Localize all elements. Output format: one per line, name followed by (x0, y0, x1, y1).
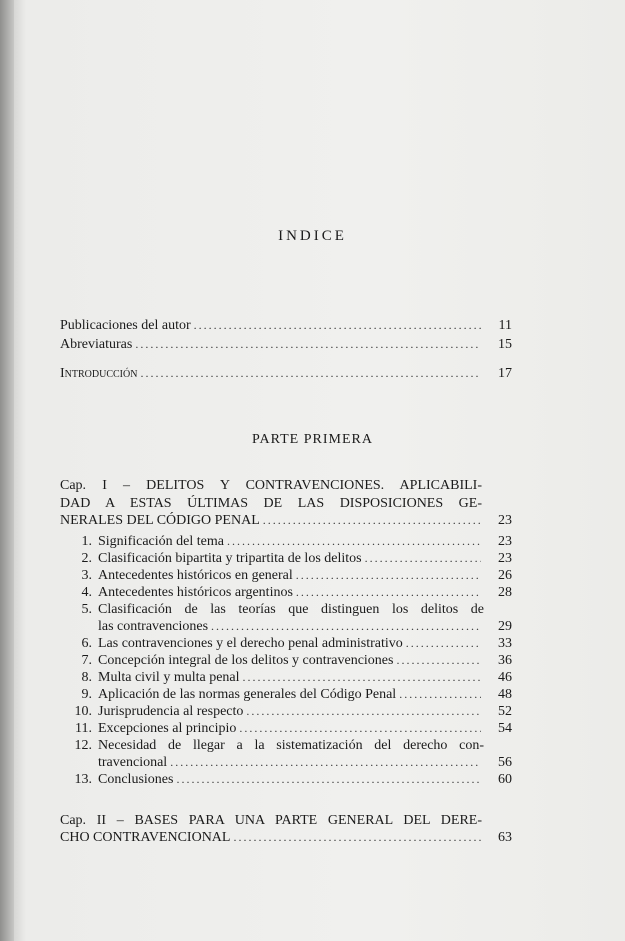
toc-entry-abreviaturas (60, 337, 512, 355)
item-page: 28 (498, 585, 512, 600)
chapter-1-heading-line-3 (60, 513, 512, 531)
toc-item-4 (60, 585, 512, 603)
toc-item-12-cont (60, 755, 512, 773)
book-spine-shadow (0, 0, 14, 941)
leader-dots (365, 551, 481, 566)
toc-entry-label: NERALES DEL CÓDIGO PENAL (60, 513, 260, 528)
chapter-2-heading-line-1: Cap. II – BASES PARA UNA PARTE GENERAL DEL DERE- (60, 813, 482, 828)
toc-entry-label: Abreviaturas (60, 337, 133, 352)
item-number: 4. (81, 585, 92, 600)
item-label: Antecedentes históricos en general (98, 568, 293, 583)
item-label: Las contravenciones y el derecho penal administrativo (98, 636, 403, 651)
toc-entry-page: 23 (498, 513, 512, 528)
item-label: Necesidad de llegar a la sistematización del derecho con- (98, 738, 484, 753)
leader-dots (396, 653, 481, 668)
item-number: 7. (81, 653, 92, 668)
toc-item-6 (60, 636, 512, 654)
item-label: Conclusiones (98, 772, 174, 787)
index-title: INDICE (278, 228, 347, 244)
item-page: 56 (498, 755, 512, 770)
leader-dots (399, 687, 481, 702)
item-page: 29 (498, 619, 512, 634)
toc-item-11 (60, 721, 512, 739)
item-label-cont: las contravenciones (98, 619, 209, 634)
part-heading: PARTE PRIMERA (252, 432, 373, 447)
leader-dots (296, 568, 481, 583)
leader-dots (211, 619, 481, 634)
item-label: Concepción integral de los delitos y contravenciones (98, 653, 394, 668)
item-label: Jurisprudencia al respecto (98, 704, 244, 719)
item-number: 13. (74, 772, 92, 787)
toc-entry-label: CHO CONTRAVENCIONAL (60, 830, 231, 845)
item-label: Aplicación de las normas generales del Código Penal (98, 687, 397, 702)
item-number: 3. (81, 568, 92, 583)
item-number: 8. (81, 670, 92, 685)
leader-dots (233, 830, 481, 845)
item-page: 54 (498, 721, 512, 736)
toc-item-13 (60, 772, 512, 790)
item-page: 46 (498, 670, 512, 685)
item-number: 5. (81, 602, 92, 617)
toc-entry-page: 17 (498, 366, 512, 381)
leader-dots (296, 585, 481, 600)
toc-item-5-cont (60, 619, 512, 637)
leader-dots (170, 755, 481, 770)
leader-dots (239, 721, 481, 736)
item-page: 60 (498, 772, 512, 787)
item-label: Excepciones al principio (98, 721, 237, 736)
leader-dots (194, 318, 481, 333)
item-page: 23 (498, 551, 512, 566)
toc-item-10 (60, 704, 512, 722)
toc-item-5 (60, 602, 512, 620)
item-page: 36 (498, 653, 512, 668)
leader-dots (227, 534, 481, 549)
item-label: Clasificación bipartita y tripartita de los delitos (98, 551, 362, 566)
item-number: 10. (74, 704, 92, 719)
chapter-1-heading-line-1: Cap. I – DELITOS Y CONTRAVENCIONES. APLICABILI- (60, 478, 482, 493)
item-label-cont: travencional (98, 755, 168, 770)
toc-item-8 (60, 670, 512, 688)
leader-dots (246, 704, 481, 719)
item-number: 1. (81, 534, 92, 549)
toc-item-1 (60, 534, 512, 552)
leader-dots (243, 670, 481, 685)
toc-entry-page: 15 (498, 337, 512, 352)
item-page: 52 (498, 704, 512, 719)
toc-entry-page: 63 (498, 830, 512, 845)
toc-item-3 (60, 568, 512, 586)
leader-dots (135, 337, 481, 352)
toc-entry-publicaciones (60, 318, 512, 336)
toc-item-7 (60, 653, 512, 671)
chapter-1-heading-line-2: DAD A ESTAS ÚLTIMAS DE LAS DISPOSICIONES GE- (60, 496, 482, 511)
item-label: Antecedentes históricos argentinos (98, 585, 293, 600)
item-number: 6. (81, 636, 92, 651)
toc-entry-label: Introducción (60, 366, 138, 381)
leader-dots (140, 366, 481, 381)
item-label: Clasificación de las teorías que distinguen los delitos de (98, 602, 484, 617)
toc-entry-introduccion (60, 366, 512, 384)
leader-dots (176, 772, 481, 787)
toc-item-12 (60, 738, 512, 756)
item-page: 23 (498, 534, 512, 549)
item-page: 26 (498, 568, 512, 583)
item-number: 2. (81, 551, 92, 566)
toc-entry-page: 11 (498, 318, 512, 333)
item-page: 33 (498, 636, 512, 651)
item-number: 11. (75, 721, 92, 736)
item-number: 9. (81, 687, 92, 702)
item-page: 48 (498, 687, 512, 702)
leader-dots (406, 636, 481, 651)
chapter-2-heading-line-2 (60, 830, 512, 848)
item-label: Significación del tema (98, 534, 224, 549)
toc-entry-label: Publicaciones del autor (60, 318, 191, 333)
toc-item-2 (60, 551, 512, 569)
item-label: Multa civil y multa penal (98, 670, 240, 685)
leader-dots (263, 513, 481, 528)
item-number: 12. (74, 738, 92, 753)
toc-item-9 (60, 687, 512, 705)
